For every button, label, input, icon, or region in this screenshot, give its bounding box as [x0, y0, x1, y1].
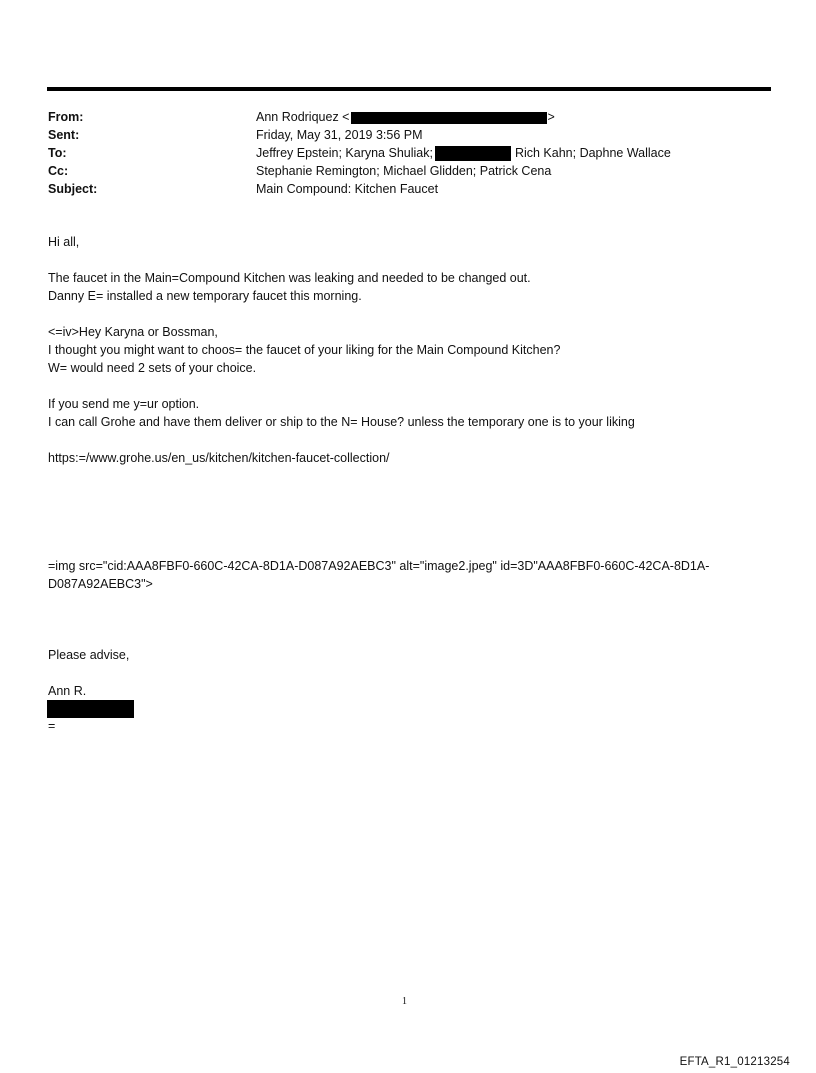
body-line: I thought you might want to choos= the faucet of your liking for the Main Compound Kitchen? — [48, 343, 561, 357]
signature: Ann R. — [48, 684, 87, 698]
body-line: Danny E= installed a new temporary faucet this morning. — [48, 289, 362, 303]
cc-label: Cc: — [48, 164, 69, 178]
greeting: Hi all, — [48, 235, 80, 249]
from-close: > — [547, 110, 555, 124]
cc-value: Stephanie Remington; Michael Glidden; Patrick Cena — [256, 164, 552, 178]
sent-label: Sent: — [48, 128, 80, 142]
body-line: The faucet in the Main=Compound Kitchen was leaking and needed to be changed out. — [48, 271, 531, 285]
header-divider — [47, 87, 771, 91]
to-label: To: — [48, 146, 67, 160]
page-number: 1 — [402, 996, 407, 1007]
from-label: From: — [48, 110, 84, 124]
body-line: <=iv>Hey Karyna or Bossman, — [48, 325, 218, 339]
redaction-block — [351, 112, 547, 124]
body-line: If you send me y=ur option. — [48, 397, 200, 411]
sent-value: Friday, May 31, 2019 3:56 PM — [256, 128, 423, 142]
subject-value: Main Compound: Kitchen Faucet — [256, 182, 439, 196]
bates-number: EFTA_R1_01213254 — [679, 1056, 790, 1068]
redaction-block — [47, 700, 134, 718]
to-value — [256, 144, 671, 162]
to-part1: Jeffrey Epstein; Karyna Shuliak; — [256, 146, 433, 160]
to-part2: Rich Kahn; Daphne Wallace — [514, 146, 671, 160]
redaction-block — [435, 146, 511, 161]
body-line: W= would need 2 sets of your choice. — [48, 361, 257, 375]
from-name: Ann Rodriquez < — [256, 110, 350, 124]
trailing-char: = — [48, 719, 56, 733]
link-text: https:=/www.grohe.us/en_us/kitchen/kitchen-faucet-collection/ — [48, 451, 390, 465]
body-line: I can call Grohe and have them deliver or ship to the N= House? unless the temporary one is to your liking — [48, 415, 635, 429]
closing: Please advise, — [48, 648, 130, 662]
img-tag-line: D087A92AEBC3"> — [48, 577, 153, 591]
img-tag-line: =img src="cid:AAA8FBF0-660C-42CA-8D1A-D087A92AEBC3" alt="image2.jpeg" id=3D"AAA8FBF0-660C-42CA-8D1A- — [48, 559, 710, 573]
from-value — [256, 108, 555, 126]
subject-label: Subject: — [48, 182, 98, 196]
